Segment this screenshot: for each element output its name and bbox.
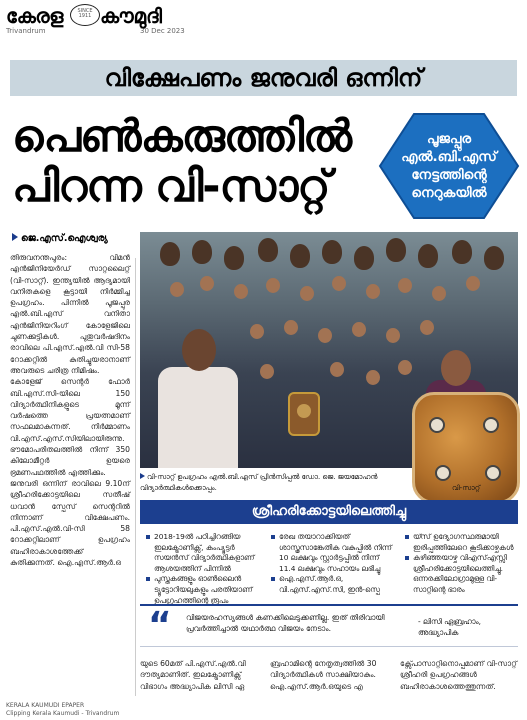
bullet-item: 2018-19ൽ പഠിച്ചിറങ്ങിയ ഇലക്ട്രോണിക്സ്, കംപ്യൂട്ടർ സയൻസ് വിദ്യാർത്ഥികളാണ് ആശയത്തിന് പിന്നിൽ	[145, 532, 257, 574]
paragraph: തിരുവനന്തപുരം: വിമൻ എൻജിനിയേർഡ് സാറ്റലൈറ്റ് (വി-സാറ്റ്). ഇന്ത്യയിൽ ആദ്യമായി വനിതകളെ കൂട്ടായി നിർമ്മിച്ച ഉപഗ്രഹം. പിന്നിൽ പൂജപ്പുര എൽ.ബി.എസ് വനിതാ എൻജിനിയറിംഗ് കോളേജിലെ ചുണക്കുട്ടികൾ. പുതുവർഷദിനം രാവിലെ പി.എസ്.എൽ.വി സി-58 റോക്കറ്റിൽ കുതിച്ചുയരാനാണ് അവരുടെ ചരിത്ര നിമിഷം.	[10, 253, 130, 375]
bullet-item: രേഖ തയാറാക്കിയത് ശാസ്ത്രസാങ്കേതിക വകുപ്പിൽ നിന്ന് 10 ലക്ഷവും സ്റ്റാർട്ടപ്പിൽ നിന്ന് 11.4 ലക്ഷവും സഹായം ലഭിച്ചു	[270, 532, 392, 574]
photo-caption-text: വി-സാറ്റ് ഉപഗ്രഹം എൽ.ബി.എസ് പ്രിൻസിപ്പൽ ഡോ. ജെ. ജയമോഹൻ വിദ്യാർത്ഥികൾക്കൊപ്പം.	[140, 473, 378, 492]
logo-kaumudi: കൗമുദി	[100, 4, 163, 28]
logo-kerala: കേരള	[6, 4, 63, 28]
hexagon-text: പൂജപ്പുര എൽ.ബി.എസ് നേട്ടത്തിന്റെ നെറുകയിൽ	[401, 131, 497, 201]
quote-attribution: - ലിസി ഏബ്രഹാം, അദ്ധ്യാപിക	[418, 617, 481, 637]
column-divider	[135, 258, 136, 696]
bullet-item: യ്സ് ഉദ്യോഗസ്ഥരുമായി ഇരിപ്പത്തിലേറെ കൂടിക്കാഴ്ചകൾ	[404, 532, 516, 553]
bullet-list-3	[404, 532, 516, 596]
bullet-item: ഐ.എസ്.ആർ.ഒ, വി.എസ്.എസ്.സി, ഇൻ-സ്പെ	[270, 574, 392, 595]
caption-marker-icon	[140, 473, 145, 479]
footer	[6, 702, 119, 718]
edition-city: Trivandrum	[6, 27, 46, 35]
bullet-list-2	[270, 532, 392, 596]
quote-mark-icon: “	[148, 605, 172, 646]
footer-line-2: Clipping Kerala Kaumudi - Trivandrum	[6, 710, 120, 717]
kicker: വിക്ഷേപണം ജനുവരി ഒന്നിന്	[104, 64, 423, 92]
pull-quote: വിജയരഹസ്യങ്ങൾ കണക്കിലെടുക്കണില്ല. ഇത് തിരിവായി പ്രവർത്തിച്ചാൽ യഥാർത്ഥ വിജയം നേടാം.	[186, 613, 385, 633]
continuation-text-2: ബ്രഹാമിന്റെ നേതൃത്വത്തിൽ 30 വിദ്യാർത്ഥികൾ സാക്ഷിയാകും. ഐ.എസ്.ആർ.ഒയുടെ എ	[270, 659, 377, 691]
byline-marker-icon	[12, 233, 18, 241]
continuation-text-1: യുടെ 60മത് പി.എസ്.എൽ.വി ദൗത്യമാണിത്. ഇലക്ട്രോണിക്സ് വിഭാഗം അദ്ധ്യാപിക ലിസി ഏ	[140, 659, 246, 691]
paragraph: കോളേജ് സെന്റർ ഫോർ ബി.എസ്.സി-യിലെ 150 വിദ്യാർത്ഥിനികളുടെ മൂന്ന് വർഷത്തെ പ്രയത്നമാണ് സഫലമാകുന്നത്. നിർമ്മാണം വി.എസ്.എസ്.സിയിലായിരുന്നു. ഭൗമോപരിതലത്തിൽ നിന്ന് 350 കിലോമീറ്റർ ഉയരെ ഭ്രമണപഥത്തിൽ എത്തിക്കും.	[10, 377, 130, 477]
logo-emblem-icon	[70, 4, 100, 26]
paragraph: ജനുവരി ഒന്നിന് രാവിലെ 9.10ന് ശ്രീഹരിക്കോട്ടയിലെ സതീഷ് ധവാൻ സ്പേസ് സെന്ററിൽ നിന്നാണ് വിക്ഷേപണം. പി.എസ്.എൽ.വി-സി 58 റോക്കറ്റിലാണ് ഉപഗ്രഹം ബഹിരാകാശത്തേക്ക് കുതിക്കുന്നത്. ഐ.എസ്.ആർ.ഒ	[10, 478, 130, 568]
satellite-model-small	[288, 392, 320, 436]
masthead	[0, 0, 527, 44]
article-column-1	[10, 252, 130, 568]
photo-caption	[140, 472, 440, 494]
photo-label: വി-സാറ്റ്	[452, 484, 480, 492]
edition-date: 30 Dec 2023	[140, 27, 185, 35]
bullet-item: കഴിഞ്ഞയാഴ്ച വിഎസ്എസ്സി ശ്രീഹരിക്കോട്ടയിലെത്തിച്ചു. ഒന്നരക്കിലോഗ്രാമുള്ള വി-സാറ്റിന്റെ ഭാരം	[404, 553, 516, 595]
subhead: ശ്രീഹരിക്കോട്ടയിലെത്തിച്ചു	[251, 504, 407, 519]
footer-line-1: KERALA KAUMUDI EPAPER	[6, 702, 85, 709]
byline-name: ജെ.എസ്.ഐശ്വര്യ	[21, 233, 108, 244]
headline: പെൺകരുത്തിൽ പിറന്ന വി-സാറ്റ്	[12, 111, 352, 212]
continuation-text-3: ക്സ്പോസാറ്റിനൊപ്പമാണ് വി-സാറ്റ് ശ്രീഹരി ഉപഗ്രഹങ്ങൾ ബഹിരാകാശത്തെത്തുന്നത്.	[400, 659, 517, 691]
byline	[12, 233, 108, 244]
bullet-item: പുസ്തകങ്ങളും ഓൺലൈൻ ട്യൂട്ടോറിയലുകളും പരതിയാണ് ഉപഗ്രഹത്തിന്റെ രൂപം	[145, 574, 257, 606]
emblem-text: SINCE 1911	[77, 8, 93, 19]
bullet-list-1	[145, 532, 257, 606]
